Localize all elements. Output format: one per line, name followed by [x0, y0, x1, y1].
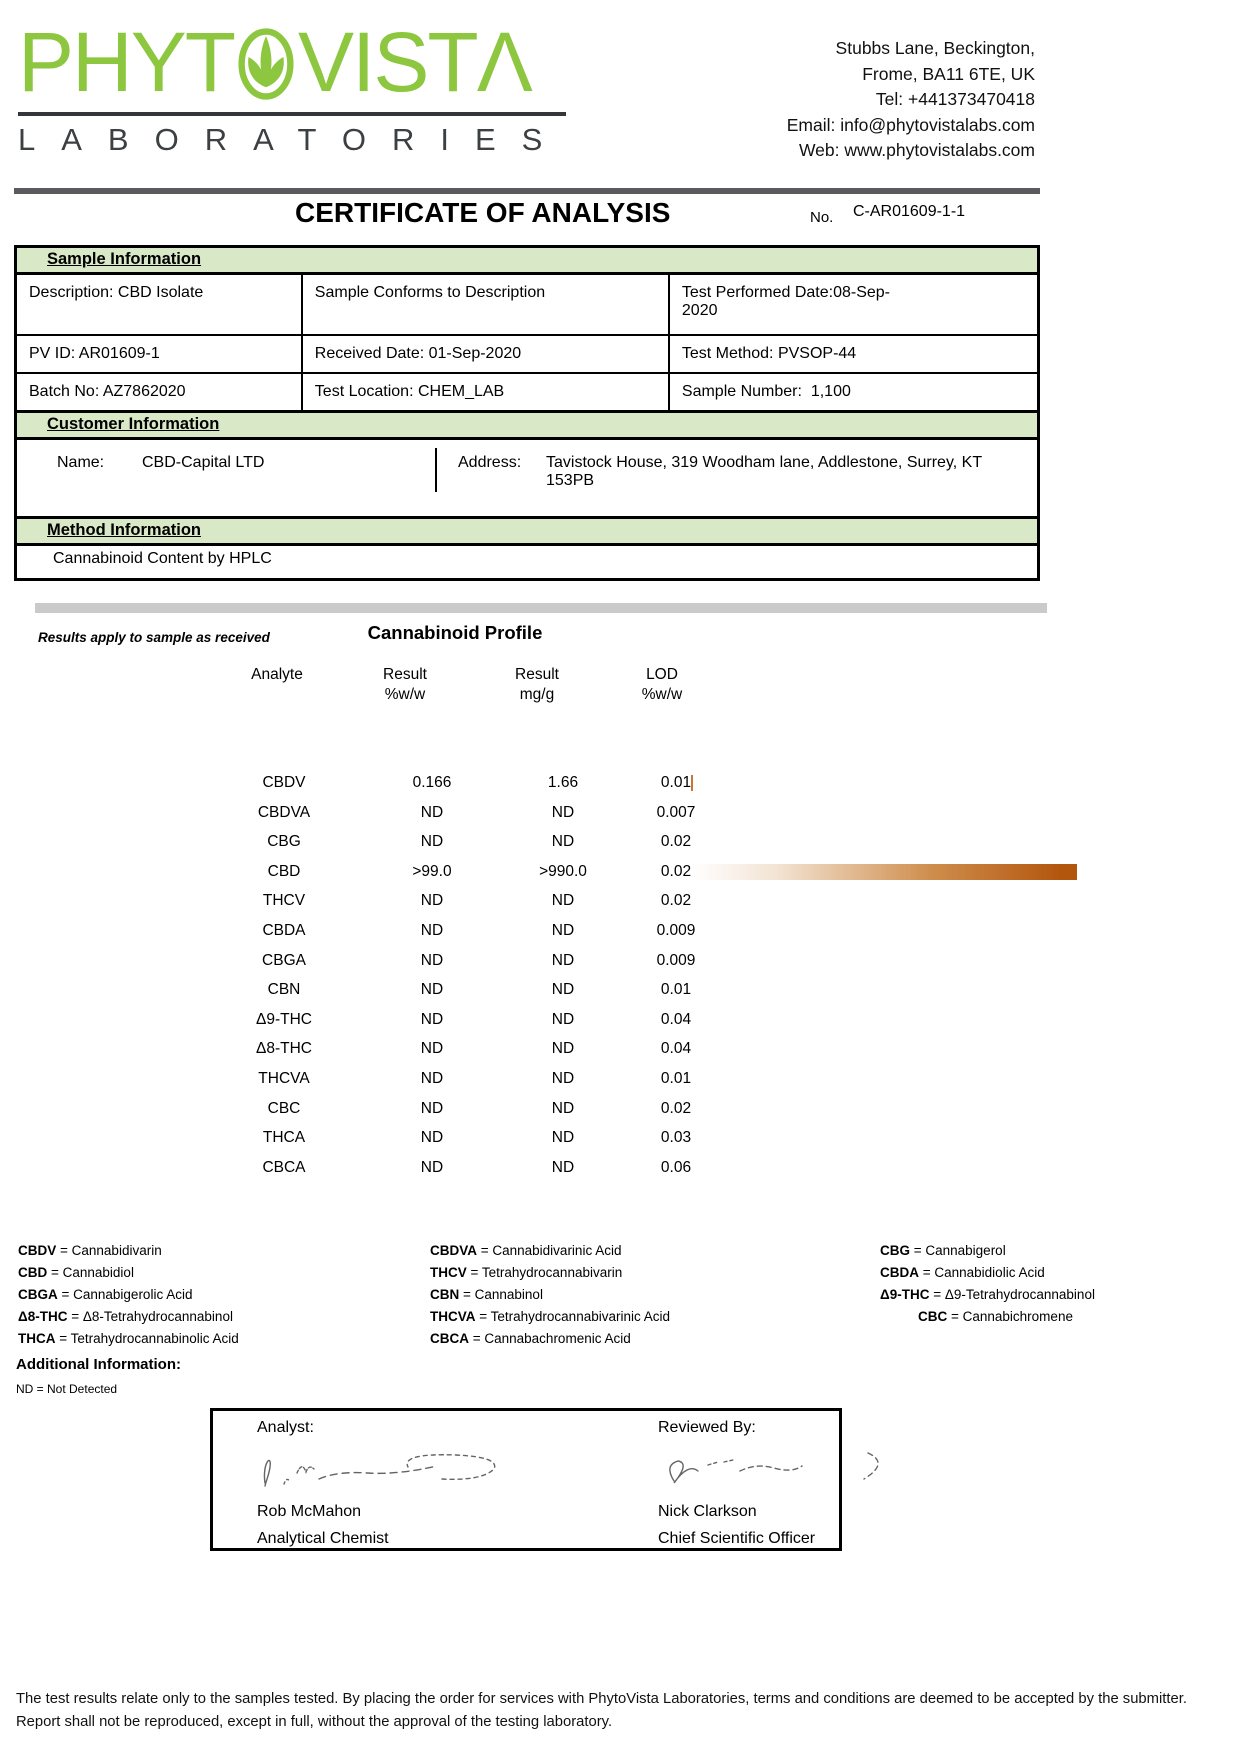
logo-text-part2: VISTΛ — [298, 15, 531, 109]
result-mgg-cell: ND — [551, 892, 575, 910]
customer-row — [17, 440, 1037, 516]
cannabinoid-row-Δ9-THC — [195, 1005, 1085, 1035]
result-pct-cell: ND — [420, 981, 444, 999]
customer-column-divider — [435, 448, 437, 492]
customer-address-label: Address: — [458, 454, 522, 471]
table-row — [17, 373, 1037, 410]
result-mgg-cell: ND — [551, 981, 575, 999]
analyte-cell: CBDA — [262, 921, 306, 939]
reviewer-role: Chief Scientific Officer — [658, 1530, 816, 1547]
table-row — [17, 275, 1037, 335]
test-performed-date-cell: Test Performed Date:08-Sep-2020 — [669, 275, 1037, 335]
phytovista-logo — [18, 14, 578, 158]
cannabinoid-row-CBDV — [195, 768, 1085, 798]
legend-item-CBDA: CBDA = Cannabidiolic Acid — [880, 1265, 1045, 1280]
legend-column-1 — [18, 1240, 388, 1350]
certificate-title: CERTIFICATE OF ANALYSIS — [295, 197, 671, 228]
reviewed-by-label: Reviewed By: — [658, 1419, 756, 1436]
reviewer-signature — [658, 1441, 918, 1493]
lod-cell: 0.02 — [660, 833, 692, 851]
cannabinoid-row-CBG — [195, 827, 1085, 857]
analyte-cell: Δ8-THC — [256, 1040, 312, 1058]
nd-definition: ND = Not Detected — [16, 1382, 118, 1396]
analyte-cell: THCV — [262, 892, 306, 910]
cannabinoid-row-CBDVA — [195, 798, 1085, 828]
certificate-no-label: No. — [810, 209, 834, 226]
analyte-cell: CBD — [267, 862, 301, 880]
cannabinoid-row-CBDA — [195, 916, 1085, 946]
legend-item-THCV: THCV = Tetrahydrocannabivarin — [430, 1265, 623, 1280]
lod-cell: 0.01 — [660, 981, 692, 999]
analyte-cell: THCA — [262, 1129, 306, 1147]
customer-address: Tavistock House, 319 Woodham lane, Addlestone, Surrey, KT 153PB — [546, 454, 982, 489]
analyte-cell: CBN — [267, 981, 301, 999]
legend-item-Δ9-THC: Δ9-THC = Δ9-Tetrahydrocannabinol — [880, 1287, 1095, 1302]
cannabinoid-row-CBGA — [195, 946, 1085, 976]
analyst-signature — [257, 1441, 517, 1493]
legend-item-CBD: CBD = Cannabidiol — [18, 1265, 134, 1280]
legend-item-Δ8-THC: Δ8-THC = Δ8-Tetrahydrocannabinol — [18, 1309, 233, 1324]
received-date-cell: Received Date: 01-Sep-2020 — [302, 335, 669, 373]
profile-section-divider — [35, 603, 1047, 613]
analyte-cell: CBC — [267, 1099, 301, 1117]
result-pct-cell: ND — [420, 921, 444, 939]
lod-cell: 0.06 — [660, 1158, 692, 1176]
lod-cell: 0.009 — [656, 921, 696, 939]
result-mgg-cell: ND — [551, 951, 575, 969]
legend-item-CBG: CBG = Cannabigerol — [880, 1243, 1006, 1258]
table-row — [17, 335, 1037, 373]
result-mgg-cell: >990.0 — [539, 862, 587, 880]
lod-cell: 0.03 — [660, 1129, 692, 1147]
result-pct-cell: ND — [420, 1069, 444, 1087]
legend-item-CBGA: CBGA = Cannabigerolic Acid — [18, 1287, 193, 1302]
profile-title: Cannabinoid Profile — [367, 622, 543, 643]
test-method-cell: Test Method: PVSOP-44 — [669, 335, 1037, 373]
result-pct-cell: ND — [420, 1129, 444, 1147]
info-box — [14, 245, 1040, 581]
sample-information-header: Sample Information — [17, 248, 1037, 275]
analyst-name: Rob McMahon — [257, 1503, 362, 1520]
result-pct-cell: 0.166 — [412, 774, 452, 791]
pv-id-cell: PV ID: AR01609-1 — [17, 335, 302, 373]
legend-column-3 — [880, 1240, 1180, 1328]
lod-cell: 0.007 — [656, 803, 696, 821]
analyte-cell: THCVA — [258, 1069, 310, 1087]
legend-item-CBCA: CBCA = Cannabachromenic Acid — [430, 1331, 631, 1346]
result-pct-cell: ND — [420, 1099, 444, 1117]
result-mgg-cell: ND — [551, 803, 575, 821]
footer-disclaimer: The test results relate only to the samples tested. By placing the order for services with PhytoVista Laboratories, terms and conditions are deemed to be accepted by the submitter. Report shall not be reproduced, except in full, without the approval of the testing laboratory. — [16, 1691, 1187, 1730]
additional-information-title: Additional Information: — [16, 1356, 181, 1373]
result-pct-cell: ND — [420, 833, 444, 851]
cannabinoid-row-THCV — [195, 886, 1085, 916]
sample-description-cell: Description: CBD Isolate — [17, 275, 302, 335]
logo-wordmark — [18, 14, 578, 110]
customer-name: CBD-Capital LTD — [142, 454, 265, 471]
result-bar — [691, 864, 1077, 880]
signoff-box — [210, 1408, 842, 1551]
analyte-cell: Δ9-THC — [256, 1010, 312, 1028]
cannabinoid-row-Δ8-THC — [195, 1034, 1085, 1064]
logo-subtitle: LABORATORIES — [18, 122, 569, 157]
contact-email: Email: info@phytovistalabs.com — [786, 114, 1035, 135]
header-divider — [14, 188, 1040, 194]
results-note: Results apply to sample as received — [38, 630, 270, 645]
analyst-label: Analyst: — [257, 1419, 314, 1436]
contact-web: Web: www.phytovistalabs.com — [798, 140, 1035, 160]
method-text: Cannabinoid Content by HPLC — [53, 550, 272, 567]
result-pct-cell: ND — [420, 1010, 444, 1028]
result-mgg-cell: ND — [551, 1158, 575, 1176]
lod-cell: 0.009 — [656, 951, 696, 969]
logo-divider — [18, 112, 566, 116]
analyte-cell: CBGA — [262, 951, 306, 969]
sample-number-cell: Sample Number: 1,100 — [669, 373, 1037, 410]
cannabinoid-row-THCVA — [195, 1064, 1085, 1094]
analyte-cell: CBDV — [262, 774, 306, 791]
result-mgg-cell: ND — [551, 1010, 575, 1028]
customer-name-label: Name: — [57, 454, 105, 471]
lab-contact-info — [787, 36, 1035, 164]
result-pct-cell: ND — [420, 892, 444, 910]
result-pct-cell: >99.0 — [412, 862, 452, 880]
lod-cell: 0.01 — [660, 774, 692, 791]
cannabinoid-row-CBD — [195, 857, 1085, 887]
legend-item-CBC: CBC = Cannabichromene — [918, 1309, 1073, 1324]
analyst-role: Analytical Chemist — [257, 1530, 389, 1547]
sample-information-table — [17, 275, 1037, 410]
contact-address-line1: Stubbs Lane, Beckington, — [835, 38, 1035, 58]
result-pct-cell: ND — [420, 1040, 444, 1058]
result-mgg-cell: ND — [551, 833, 575, 851]
logo-text-part1: PHYT — [18, 15, 235, 109]
analyte-cell: CBG — [267, 833, 301, 851]
legend-item-THCVA: THCVA = Tetrahydrocannabivarinic Acid — [430, 1309, 670, 1324]
column-header-result-mgg: Result mg/g — [515, 666, 559, 703]
sample-conforms-cell: Sample Conforms to Description — [302, 275, 669, 335]
result-mgg-cell: ND — [551, 921, 575, 939]
legend-item-THCA: THCA = Tetrahydrocannabinolic Acid — [18, 1331, 239, 1346]
lod-cell: 0.01 — [660, 1069, 692, 1087]
cannabinoid-row-CBC — [195, 1094, 1085, 1124]
result-pct-cell: ND — [420, 951, 444, 969]
result-mgg-cell: ND — [551, 1099, 575, 1117]
result-pct-cell: ND — [420, 803, 444, 821]
contact-telephone: Tel: +441373470418 — [875, 89, 1035, 109]
contact-address-line2: Frome, BA11 6TE, UK — [862, 63, 1035, 84]
certificate-number: C-AR01609-1-1 — [853, 203, 966, 220]
column-header-result-pct: Result %w/w — [383, 666, 427, 703]
lod-cell: 0.02 — [660, 1099, 692, 1117]
column-header-lod: LOD %w/w — [641, 666, 683, 703]
result-mgg-cell: ND — [551, 1040, 575, 1058]
cannabinoid-rows — [195, 768, 1085, 1182]
lod-cell: 0.02 — [660, 892, 692, 910]
column-header-analyte: Analyte — [251, 666, 303, 683]
test-location-cell: Test Location: CHEM_LAB — [302, 373, 669, 410]
batch-no-cell: Batch No: AZ7862020 — [17, 373, 302, 410]
cannabinoid-row-CBCA — [195, 1153, 1085, 1183]
result-bar — [691, 775, 693, 791]
analyte-cell: CBDVA — [257, 803, 311, 821]
analyte-cell: CBCA — [262, 1158, 306, 1176]
customer-information-header: Customer Information — [17, 410, 1037, 440]
lod-cell: 0.04 — [660, 1010, 692, 1028]
legend-item-CBDVA: CBDVA = Cannabidivarinic Acid — [430, 1243, 622, 1258]
legend-item-CBDV: CBDV = Cannabidivarin — [18, 1243, 162, 1258]
reviewer-name: Nick Clarkson — [658, 1503, 757, 1520]
result-mgg-cell: 1.66 — [547, 774, 579, 791]
legend-item-CBN: CBN = Cannabinol — [430, 1287, 543, 1302]
cannabinoid-row-CBN — [195, 975, 1085, 1005]
result-mgg-cell: ND — [551, 1069, 575, 1087]
method-information-header: Method Information — [17, 516, 1037, 546]
leaf-icon — [237, 26, 295, 102]
lod-cell: 0.02 — [660, 862, 692, 880]
result-pct-cell: ND — [420, 1158, 444, 1176]
lod-cell: 0.04 — [660, 1040, 692, 1058]
result-mgg-cell: ND — [551, 1129, 575, 1147]
cannabinoid-row-THCA — [195, 1123, 1085, 1153]
legend-column-2 — [430, 1240, 780, 1350]
